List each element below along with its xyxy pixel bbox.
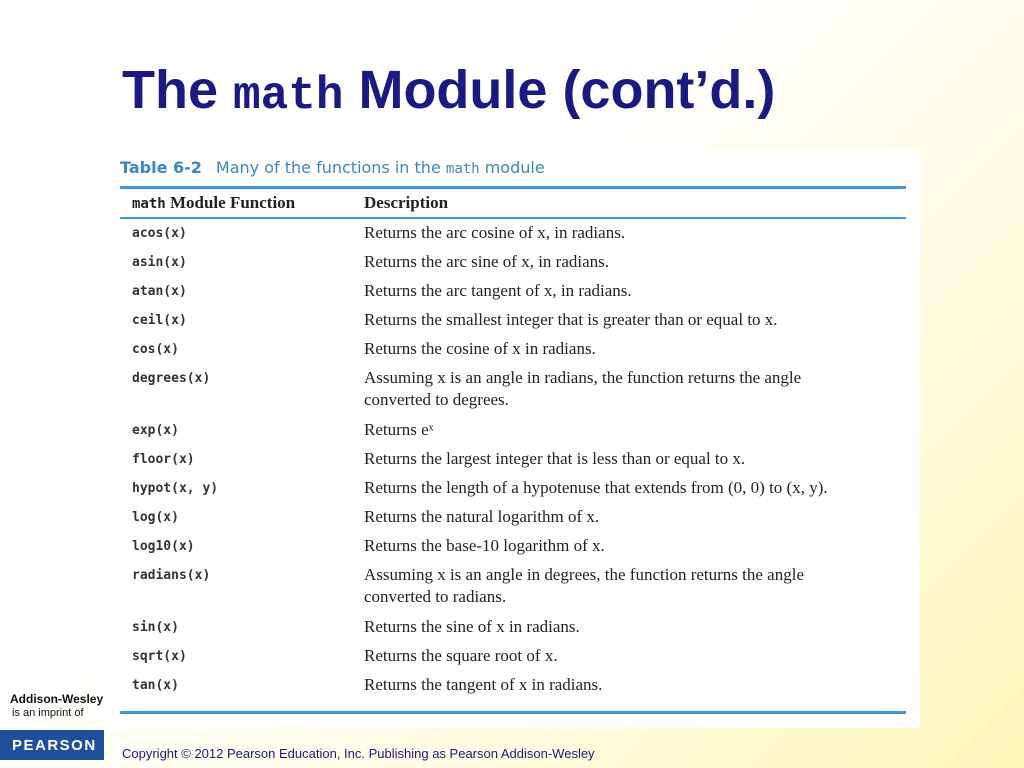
function-description xyxy=(364,280,902,302)
table-row xyxy=(132,448,902,477)
description-line: Returns the arc sine of x, in radians. xyxy=(364,252,610,271)
brand-imprint-note: is an imprint of xyxy=(12,707,84,719)
table-row xyxy=(132,477,902,506)
function-description xyxy=(364,645,902,667)
table-row xyxy=(132,564,902,616)
function-name: cos(x) xyxy=(132,342,179,357)
table-row xyxy=(132,645,902,674)
description-line: Returns the natural logarithm of x. xyxy=(364,507,600,526)
description-line: Returns the square root of x. xyxy=(364,646,558,665)
description-line: Assuming x is an angle in radians, the function returns the angle xyxy=(364,368,802,387)
column-header-function xyxy=(132,193,295,213)
function-name: sin(x) xyxy=(132,620,179,635)
table-row xyxy=(132,338,902,367)
table-row xyxy=(132,535,902,564)
function-description xyxy=(364,419,902,441)
description-line: Returns the arc cosine of x, in radians. xyxy=(364,223,626,242)
title-text-post: Module (cont’d.) xyxy=(358,60,776,120)
table-top-rule xyxy=(120,186,906,189)
title-text-pre: The xyxy=(122,60,219,120)
table-row xyxy=(132,367,902,419)
function-description xyxy=(364,222,902,244)
table-row xyxy=(132,506,902,535)
function-name: exp(x) xyxy=(132,423,179,438)
function-description xyxy=(364,309,902,331)
column-header-function-text: Module Function xyxy=(169,193,296,212)
function-description xyxy=(364,251,902,273)
description-line: Returns eˣ xyxy=(364,420,434,439)
description-line: Returns the tangent of x in radians. xyxy=(364,675,603,694)
function-description xyxy=(364,674,902,696)
table-bottom-rule xyxy=(120,711,906,714)
function-name: hypot(x, y) xyxy=(132,481,219,496)
function-name: sqrt(x) xyxy=(132,649,187,664)
description-line: Returns the length of a hypotenuse that extends from (0, 0) to (x, y). xyxy=(364,478,828,497)
description-line: Returns the arc tangent of x, in radians. xyxy=(364,281,632,300)
title-code: math xyxy=(233,70,344,122)
description-line: converted to degrees. xyxy=(364,390,509,409)
description-line: Assuming x is an angle in degrees, the function returns the angle xyxy=(364,565,804,584)
function-name: ceil(x) xyxy=(132,313,187,328)
pearson-logo xyxy=(0,730,104,760)
copyright-notice: Copyright © 2012 Pearson Education, Inc. Publishing as Pearson Addison-Wesley xyxy=(122,746,595,761)
table-row xyxy=(132,222,902,251)
function-description xyxy=(364,564,902,608)
description-line: Returns the cosine of x in radians. xyxy=(364,339,596,358)
description-line: Returns the base-10 logarithm of x. xyxy=(364,536,605,555)
function-name: tan(x) xyxy=(132,678,179,693)
description-line: converted to radians. xyxy=(364,587,507,606)
function-description xyxy=(364,477,902,499)
table-header-rule xyxy=(120,217,906,219)
table-row xyxy=(132,309,902,338)
table-caption-number: Table 6-2 xyxy=(120,158,202,177)
table-caption-code: math xyxy=(445,161,480,177)
function-name: degrees(x) xyxy=(132,371,211,386)
column-header-description: Description xyxy=(364,193,449,212)
function-name: log10(x) xyxy=(132,539,195,554)
table-row xyxy=(132,674,902,703)
table-body xyxy=(132,222,902,703)
table-caption-text-post: module xyxy=(484,158,545,177)
description-line: Returns the largest integer that is less than or equal to x. xyxy=(364,449,746,468)
table-row xyxy=(132,419,902,448)
function-description xyxy=(364,367,902,411)
table-row xyxy=(132,616,902,645)
function-name: acos(x) xyxy=(132,226,187,241)
brand-name: Addison-Wesley xyxy=(10,692,104,706)
description-line: Returns the sine of x in radians. xyxy=(364,617,580,636)
pearson-logo-text: PEARSON xyxy=(12,737,97,754)
slide-title xyxy=(122,58,775,128)
table-row xyxy=(132,280,902,309)
description-line: Returns the smallest integer that is greater than or equal to x. xyxy=(364,310,778,329)
table-caption-text-pre: Many of the functions in the xyxy=(215,158,441,177)
function-description xyxy=(364,535,902,557)
math-functions-table xyxy=(104,150,920,728)
function-description xyxy=(364,338,902,360)
function-name: log(x) xyxy=(132,510,179,525)
function-name: floor(x) xyxy=(132,452,195,467)
table-caption xyxy=(120,158,545,177)
function-description xyxy=(364,506,902,528)
column-header-function-code: math xyxy=(132,196,166,212)
function-name: asin(x) xyxy=(132,255,187,270)
function-description xyxy=(364,616,902,638)
function-name: atan(x) xyxy=(132,284,187,299)
table-row xyxy=(132,251,902,280)
function-description xyxy=(364,448,902,470)
function-name: radians(x) xyxy=(132,568,211,583)
